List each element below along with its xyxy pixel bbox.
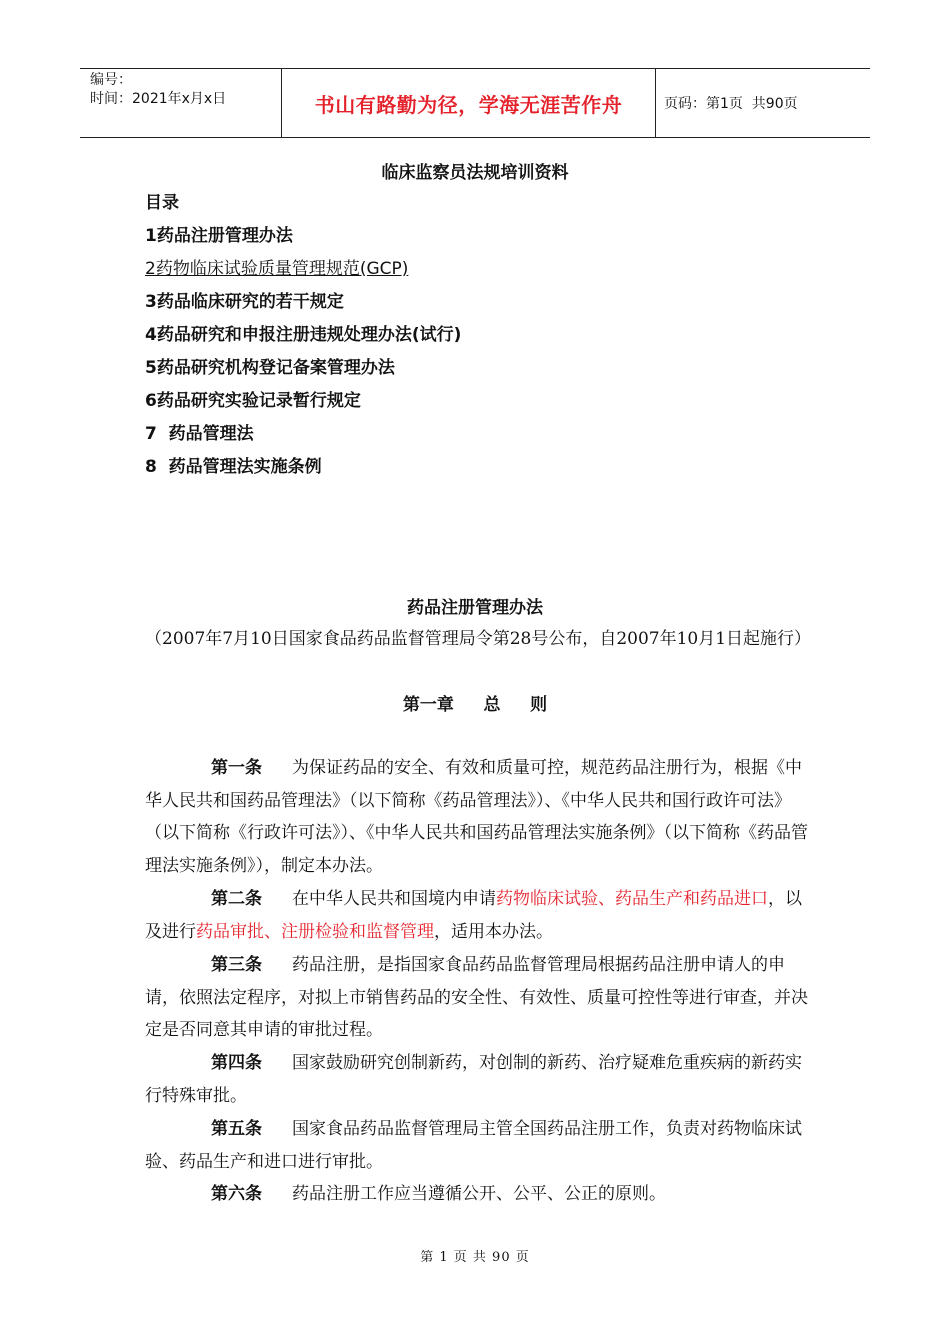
page-footer: 第 1 页 共 90 页 bbox=[420, 1250, 530, 1265]
article-text: 在中华人民共和国境内申请 bbox=[292, 889, 496, 909]
article-label: 第六条 bbox=[211, 1184, 262, 1204]
article-text: 国家食品药品监督管理局主管全国药品注册工作，负责对药物临床试验、药品生产和进口进行审批。 bbox=[145, 1119, 802, 1172]
article-label: 第一条 bbox=[211, 758, 262, 778]
article-2 bbox=[145, 883, 815, 948]
article-text: 药品注册工作应当遵循公开、公平、公正的原则。 bbox=[292, 1184, 666, 1204]
header-page-info bbox=[656, 69, 870, 137]
header-motto: 书山有路勤为径，学海无涯苦作舟 bbox=[282, 69, 656, 137]
table-of-contents bbox=[145, 189, 461, 486]
toc-item[interactable]: 8 药品管理法实施条例 bbox=[145, 457, 322, 477]
article-highlight: 药物临床试验、药品生产和药品进口 bbox=[496, 889, 768, 909]
article-3 bbox=[145, 949, 815, 1047]
article-label: 第四条 bbox=[211, 1053, 262, 1073]
toc-item-link[interactable]: 2药物临床试验质量管理规范(GCP) bbox=[145, 259, 409, 279]
document-title: 临床监察员法规培训资料 bbox=[381, 163, 569, 183]
toc-item[interactable]: 6药品研究实验记录暂行规定 bbox=[145, 391, 361, 411]
toc-item[interactable]: 1药品注册管理办法 bbox=[145, 226, 293, 246]
article-text: 为保证药品的安全、有效和质量可控，规范药品注册行为，根据《中华人民共和国药品管理法》（以下简称《药品管理法》）、《中华人民共和国行政许可法》（以下简称《行政许可法》）、《中华人民共和国药品管理法实施条例》（以下简称《药品管理法实施条例》），制定本办法。 bbox=[145, 758, 808, 876]
toc-item[interactable]: 3药品临床研究的若干规定 bbox=[145, 292, 344, 312]
article-label: 第五条 bbox=[211, 1119, 262, 1139]
article-label: 第二条 bbox=[211, 889, 262, 909]
chapter-heading: 第一章 总 则 bbox=[402, 695, 548, 715]
article-label: 第三条 bbox=[211, 955, 262, 975]
header-meta bbox=[80, 69, 282, 137]
toc-item[interactable]: 7 药品管理法 bbox=[145, 424, 254, 444]
article-text: ，适用本办法。 bbox=[434, 921, 553, 942]
toc-heading: 目录 bbox=[145, 193, 179, 213]
article-4 bbox=[145, 1047, 815, 1112]
article-text: ，以及进行 bbox=[145, 889, 802, 942]
date-label: 时间：2021年x月x日 bbox=[90, 91, 227, 107]
toc-item[interactable]: 5药品研究机构登记备案管理办法 bbox=[145, 358, 395, 378]
document-header bbox=[80, 68, 870, 138]
page-info-text: 页码：第1页 共90页 bbox=[664, 96, 798, 112]
article-5 bbox=[145, 1113, 815, 1178]
article-text: 药品注册，是指国家食品药品监督管理局根据药品注册申请人的申请，依照法定程序，对拟上市销售药品的安全性、有效性、质量可控性等进行审查，并决定是否同意其申请的审批过程。 bbox=[145, 955, 808, 1040]
section-subtitle: （2007年7月10日国家食品药品监督管理局令第28号公布，自2007年10月1日起施行） bbox=[145, 629, 812, 649]
article-6 bbox=[145, 1178, 815, 1211]
article-1 bbox=[145, 752, 815, 882]
article-text: 国家鼓励研究创制新药，对创制的新药、治疗疑难危重疾病的新药实行特殊审批。 bbox=[145, 1053, 802, 1106]
section-title: 药品注册管理办法 bbox=[407, 598, 543, 618]
article-highlight: 药品审批、注册检验和监督管理 bbox=[196, 921, 434, 942]
toc-item[interactable]: 4药品研究和申报注册违规处理办法(试行) bbox=[145, 325, 462, 345]
number-label: 编号： bbox=[90, 72, 132, 88]
